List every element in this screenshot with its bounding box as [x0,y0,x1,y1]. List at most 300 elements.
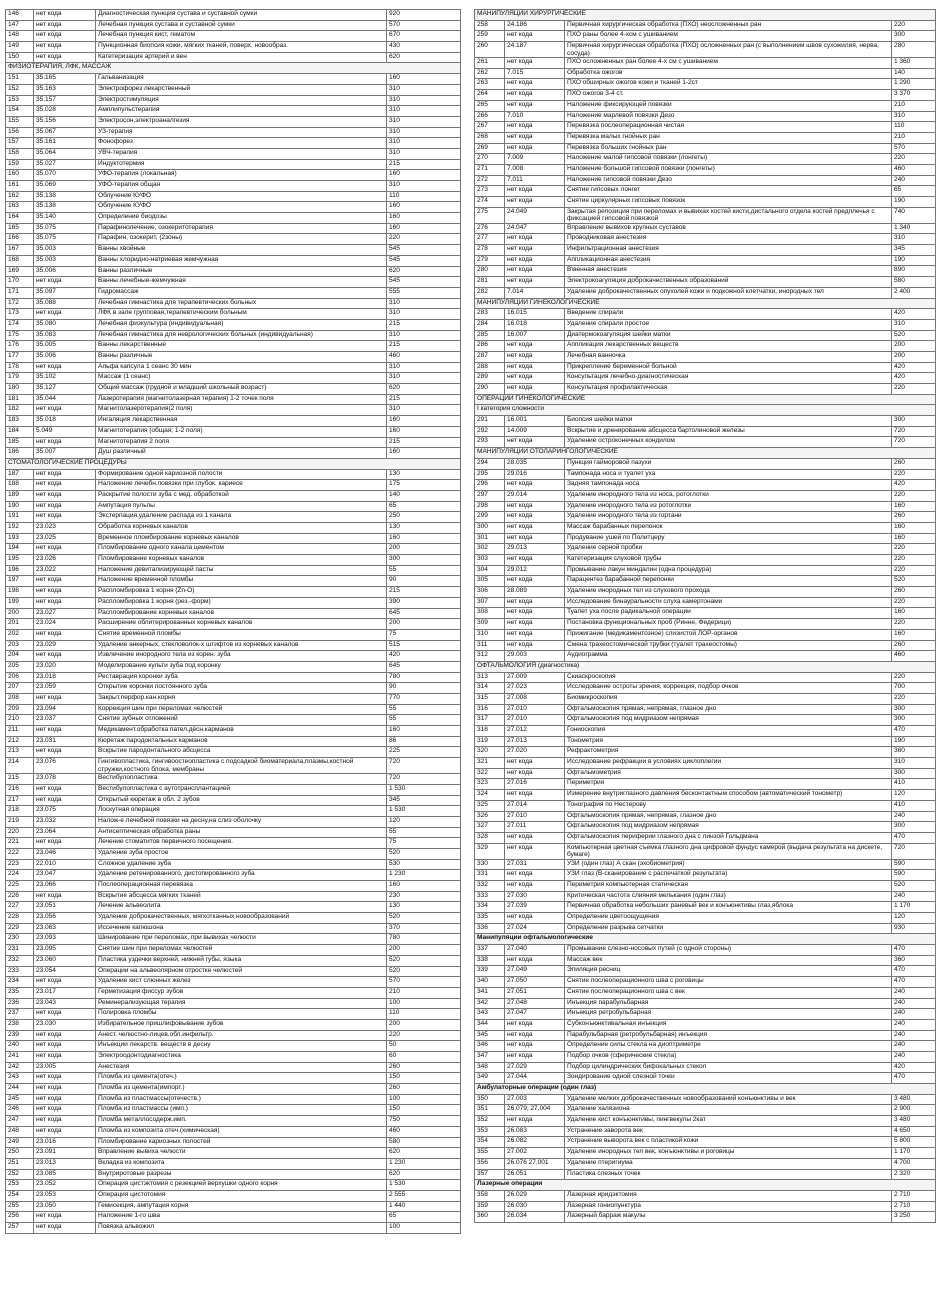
service-name: Пластика слезных точек [565,1169,892,1180]
table-row [475,843,936,859]
service-code: нет кода [34,1212,96,1223]
table-row [475,913,936,924]
service-name: Скиаскроскопия [565,672,892,683]
table-row [475,693,936,704]
service-price: 90 [387,683,461,694]
row-number: 344 [475,1019,505,1030]
service-name: Промывание лакун миндалин (одна процедура) [565,565,892,576]
service-price: 570 [387,20,461,31]
row-number: 313 [475,672,505,683]
table-row [475,373,936,384]
service-code: нет кода [34,490,96,501]
row-number: 169 [6,266,34,277]
row-number: 273 [475,186,505,197]
row-number: 308 [475,608,505,619]
service-code: 16.001 [505,416,565,427]
row-number: 158 [6,148,34,159]
service-code: 24.186 [505,20,565,31]
service-code: 27.010 [505,704,565,715]
service-price: 1 230 [387,1158,461,1169]
table-row [6,512,461,523]
service-code: нет кода [34,52,96,63]
table-row [475,42,936,58]
service-price: 2 900 [891,1105,935,1116]
service-price: 360 [891,955,935,966]
service-code: нет кода [505,197,565,208]
service-name: УФО-терапия (локальная) [96,170,387,181]
service-price: 55 [387,704,461,715]
service-name: Периметрия [565,779,892,790]
service-price: 410 [891,779,935,790]
table-row [475,1148,936,1159]
service-code: 27.011 [505,822,565,833]
service-name: Пломба металлосодерж.имп. [96,1116,387,1127]
service-name: ПХО раны более 4-хсм с ушиванием [565,31,892,42]
service-price: 160 [387,533,461,544]
table-row [6,416,461,427]
table-row [6,533,461,544]
table-row [6,266,461,277]
service-code: 23.091 [34,1148,96,1159]
table-row [475,1212,936,1223]
service-price: 160 [387,726,461,737]
service-price: 300 [891,704,935,715]
service-name: Офтальмоскопия прямая, непрямая, глазное дно [565,704,892,715]
service-name: УЗ-терапия [96,127,387,138]
service-code: нет кода [505,555,565,566]
service-code: 7.008 [505,164,565,175]
service-price: 1 440 [387,1201,461,1212]
service-price: 120 [891,790,935,801]
section-header [475,405,936,416]
service-price: 420 [891,480,935,491]
service-code: нет кода [34,587,96,598]
service-code: нет кода [505,132,565,143]
service-code: нет кода [505,480,565,491]
service-price: 260 [891,640,935,651]
service-name: Удаление серной пробки [565,544,892,555]
service-price: 720 [891,426,935,437]
row-number: 295 [475,469,505,480]
service-price: 545 [387,245,461,256]
table-row [475,330,936,341]
row-number: 236 [6,998,34,1009]
service-price: 620 [387,1169,461,1180]
row-number: 155 [6,116,34,127]
row-number: 172 [6,298,34,309]
row-number: 226 [6,891,34,902]
row-number: 260 [475,42,505,58]
service-price: 570 [891,143,935,154]
row-number: 150 [6,52,34,63]
service-price: 430 [387,42,461,53]
row-number: 187 [6,469,34,480]
row-number: 219 [6,816,34,827]
row-number: 270 [475,154,505,165]
service-name: Магнитотерапия 2 поля [96,437,387,448]
service-name: Наложение большой гипсовой повязки (лонгеты) [565,164,892,175]
service-name: Гониоскопия [565,726,892,737]
row-number: 163 [6,202,34,213]
table-row [6,384,461,395]
service-name: Налож-е лечебной повязки на десну,на слиз оболочку [96,816,387,827]
service-code: нет кода [505,832,565,843]
service-name: ЛФК в зале групповая,терапевтическим больным [96,309,387,320]
table-row [475,1126,936,1137]
service-price: 5 800 [891,1137,935,1148]
row-number: 321 [475,758,505,769]
service-code: 29.016 [505,469,565,480]
table-row [475,416,936,427]
price-table-right [474,9,936,1223]
row-number: 241 [6,1052,34,1063]
service-code: 7.014 [505,287,565,298]
row-number: 346 [475,1041,505,1052]
service-price: 920 [387,10,461,21]
service-code: нет кода [505,384,565,395]
service-code: 28.035 [505,458,565,469]
service-name: Лечение стоматитов первичного посещения. [96,838,387,849]
service-price: 160 [891,501,935,512]
service-name: Удаление инородных тел век, конъюнктивы и роговицы [565,1148,892,1159]
row-number: 302 [475,544,505,555]
table-row [6,913,461,924]
row-number: 347 [475,1051,505,1062]
service-code: 23.025 [34,533,96,544]
row-number: 322 [475,768,505,779]
service-name: Наложение малой гипсовой повязки (лонгеты) [565,154,892,165]
service-name: Устранение заворота век [565,1126,892,1137]
table-row [6,576,461,587]
service-code: 24.187 [505,42,565,58]
row-number: 351 [475,1105,505,1116]
service-code: 29.014 [505,490,565,501]
table-row [475,533,936,544]
service-code: нет кода [505,186,565,197]
service-price: 55 [387,715,461,726]
row-number: 298 [475,501,505,512]
service-name: Анестезия [96,1062,387,1073]
table-row [475,490,936,501]
table-row [475,736,936,747]
row-number: 357 [475,1169,505,1180]
table-row [475,111,936,122]
table-row [6,405,461,416]
service-name: Операция цистэктомия с резекцией верхушки одного корня [96,1180,387,1191]
row-number: 221 [6,838,34,849]
service-code: нет кода [505,576,565,587]
service-name: Ванны лекарственные [96,341,387,352]
service-code: 35.075 [34,234,96,245]
service-name: Проводниковая анестезия [565,234,892,245]
service-name: Офтальмоскопия периферии глазного дна с линзой Гольдмана [565,832,892,843]
service-price: 470 [891,977,935,988]
service-code: 24.049 [505,207,565,223]
table-row [6,1084,461,1095]
service-price: 200 [387,544,461,555]
service-price: 310 [387,84,461,95]
service-price: 620 [387,52,461,63]
service-name: Катетеризация слуховой трубы [565,555,892,566]
service-price: 210 [387,987,461,998]
service-price: 515 [387,640,461,651]
service-code: нет кода [505,362,565,373]
row-number: 242 [6,1062,34,1073]
service-name: Парафинолечение, озокеритотерапия [96,223,387,234]
table-row [475,512,936,523]
row-number: 154 [6,106,34,117]
service-code: 27.029 [505,1062,565,1073]
service-code: нет кода [505,58,565,69]
row-number: 196 [6,565,34,576]
service-code: 23.047 [34,870,96,881]
service-code: 35.161 [34,138,96,149]
service-name: Наложение фиксирующей повязки [565,100,892,111]
service-code: 35.067 [34,127,96,138]
service-name: Наложение девитализирующей пасты [96,565,387,576]
row-number: 164 [6,213,34,224]
row-number: 177 [6,352,34,363]
service-price: 160 [387,448,461,459]
service-price: 160 [387,881,461,892]
service-price: 345 [891,245,935,256]
service-price: 620 [387,266,461,277]
row-number: 338 [475,955,505,966]
table-row [6,426,461,437]
table-row [6,945,461,956]
section-title: I категория сложности [475,405,936,416]
row-number: 206 [6,672,34,683]
table-row [6,934,461,945]
service-price: 750 [387,1116,461,1127]
row-number: 208 [6,694,34,705]
row-number: 175 [6,330,34,341]
service-name: Временное пломбирование корневых каналов [96,533,387,544]
service-name: Электростимуляция [96,95,387,106]
service-name: Диатермокоагуляция шейки матки [565,330,892,341]
service-code: 23.078 [34,774,96,785]
service-code: 27.012 [505,726,565,737]
row-number: 323 [475,779,505,790]
table-row [6,202,461,213]
service-price: 580 [387,1137,461,1148]
row-number: 328 [475,832,505,843]
row-number: 211 [6,726,34,737]
service-price: 740 [891,207,935,223]
table-row [475,683,936,694]
service-code: 27.048 [505,998,565,1009]
service-name: Консультация профилактическая [565,384,892,395]
table-row [475,458,936,469]
service-price: 1 530 [387,806,461,817]
service-code: нет кода [505,955,565,966]
service-price: 200 [387,945,461,956]
service-price: 310 [891,319,935,330]
row-number: 288 [475,362,505,373]
row-number: 299 [475,512,505,523]
service-code: 16.015 [505,309,565,320]
service-name: Первичная хирургическая обработка (ПХО) неосложненных ран [565,20,892,31]
row-number: 339 [475,966,505,977]
row-number: 191 [6,512,34,523]
service-name: Ванны хвойные [96,245,387,256]
service-code: нет кода [34,1116,96,1127]
service-code: 23.029 [34,640,96,651]
service-name: Медикамент.обработка пател.дёсн.карманов [96,726,387,737]
service-price: 520 [891,880,935,891]
table-row [6,640,461,651]
service-code: нет кода [505,143,565,154]
service-name: Открытый кюретаж в обл. 2 зубов [96,795,387,806]
service-name: Лечебная пункция сустава и суставной сумки [96,20,387,31]
table-row [475,1051,936,1062]
service-code: нет кода [34,1223,96,1234]
service-name: Определение силы стекла на диоптриметре [565,1041,892,1052]
row-number: 325 [475,800,505,811]
service-name: Внутриротовые разрезы [96,1169,387,1180]
section-header [475,934,936,945]
row-number: 350 [475,1094,505,1105]
table-row [6,1073,461,1084]
row-number: 205 [6,661,34,672]
table-row [475,31,936,42]
service-code: 23.023 [34,523,96,534]
service-name: Ванны различные [96,352,387,363]
service-code: 22.010 [34,859,96,870]
section-title: Лазерные операции [475,1180,936,1191]
table-row [6,1030,461,1041]
service-price: 215 [387,159,461,170]
table-row [6,31,461,42]
service-code: нет кода [34,1073,96,1084]
row-number: 267 [475,122,505,133]
row-number: 272 [475,175,505,186]
service-code: нет кода [34,277,96,288]
service-price: 670 [387,31,461,42]
service-code: 7.010 [505,111,565,122]
row-number: 248 [6,1126,34,1137]
service-code: нет кода [505,341,565,352]
table-row [6,1223,461,1234]
service-code: 27.010 [505,811,565,822]
row-number: 160 [6,170,34,181]
row-number: 231 [6,945,34,956]
service-name: Диагностическая пункция сустава и суставной сумки [96,10,387,21]
table-row [6,127,461,138]
row-number: 173 [6,309,34,320]
service-code: 35.075 [34,223,96,234]
service-code: 35.003 [34,245,96,256]
service-code: нет кода [34,480,96,491]
service-price: 100 [387,998,461,1009]
service-code: 23.018 [34,672,96,683]
service-price: 420 [891,1062,935,1073]
service-price: 280 [891,42,935,58]
service-price: 310 [387,298,461,309]
table-row [6,341,461,352]
service-price: 300 [891,715,935,726]
service-name: Инъекции лекарств. веществ в десну [96,1041,387,1052]
service-code: 23.031 [34,736,96,747]
service-name: Снятие временной пломбы [96,629,387,640]
row-number: 259 [475,31,505,42]
service-price: 520 [387,848,461,859]
table-row [6,523,461,534]
service-code: нет кода [505,533,565,544]
row-number: 271 [475,164,505,175]
section-title: Манипуляции офтальмологические [475,934,936,945]
service-name: Измерение внутриглазного давления бесконтактным способом (автоматический тонометр) [565,790,892,801]
table-row [6,1126,461,1137]
row-number: 152 [6,84,34,95]
service-code: нет кода [34,469,96,480]
service-code: 23.046 [34,848,96,859]
service-name: Офтальмоскопия прямая, непрямая, глазное дно [565,811,892,822]
row-number: 234 [6,977,34,988]
row-number: 243 [6,1073,34,1084]
service-name: Пластика уздечки верхней, нижней губы, языка [96,955,387,966]
service-price: 130 [387,902,461,913]
row-number: 355 [475,1148,505,1159]
service-price: 470 [891,966,935,977]
table-row [6,1094,461,1105]
row-number: 207 [6,683,34,694]
service-price: 390 [387,597,461,608]
service-name: Вскрытие и дренирование абсцесса бартолиновой железы [565,426,892,437]
row-number: 263 [475,79,505,90]
row-number: 220 [6,827,34,838]
service-price: 1 340 [891,223,935,234]
service-name: Распломбировка 1 корня (рез.-форм) [96,597,387,608]
service-name: Распломбирование корневых каналов [96,608,387,619]
row-number: 162 [6,191,34,202]
service-code: 16.007 [505,330,565,341]
row-number: 190 [6,501,34,512]
row-number: 277 [475,234,505,245]
service-price: 520 [891,330,935,341]
service-price: 220 [891,154,935,165]
service-name: Постановка функциональных проб (Ринне, Федерици) [565,619,892,630]
service-price: 780 [387,934,461,945]
service-code: нет кода [505,122,565,133]
service-price: 460 [891,651,935,662]
table-row [6,859,461,870]
table-row [475,501,936,512]
service-price: 215 [387,394,461,405]
service-code: 27.020 [505,747,565,758]
row-number: 257 [6,1223,34,1234]
service-price: 120 [387,816,461,827]
service-code: 35.005 [34,341,96,352]
service-price: 220 [891,544,935,555]
service-price: 215 [387,341,461,352]
service-price: 200 [891,341,935,352]
service-price: 110 [891,122,935,133]
table-row [6,42,461,53]
service-name: Ампутация пульпы [96,501,387,512]
service-name: Удаление инородных тел из слухового прохода [565,587,892,598]
table-row [475,1062,936,1073]
service-name: Операции на альвеолярном отростке челюстей [96,966,387,977]
service-code: 27.003 [505,1094,565,1105]
row-number: 280 [475,266,505,277]
service-name: Парафин, озокерит, (2зоны) [96,234,387,245]
service-code: 23.085 [34,1169,96,1180]
row-number: 289 [475,373,505,384]
service-name: Удаление доброкачественных, мягкотканных новообразований [96,913,387,924]
service-price: 150 [387,1105,461,1116]
service-price: 160 [387,74,461,85]
